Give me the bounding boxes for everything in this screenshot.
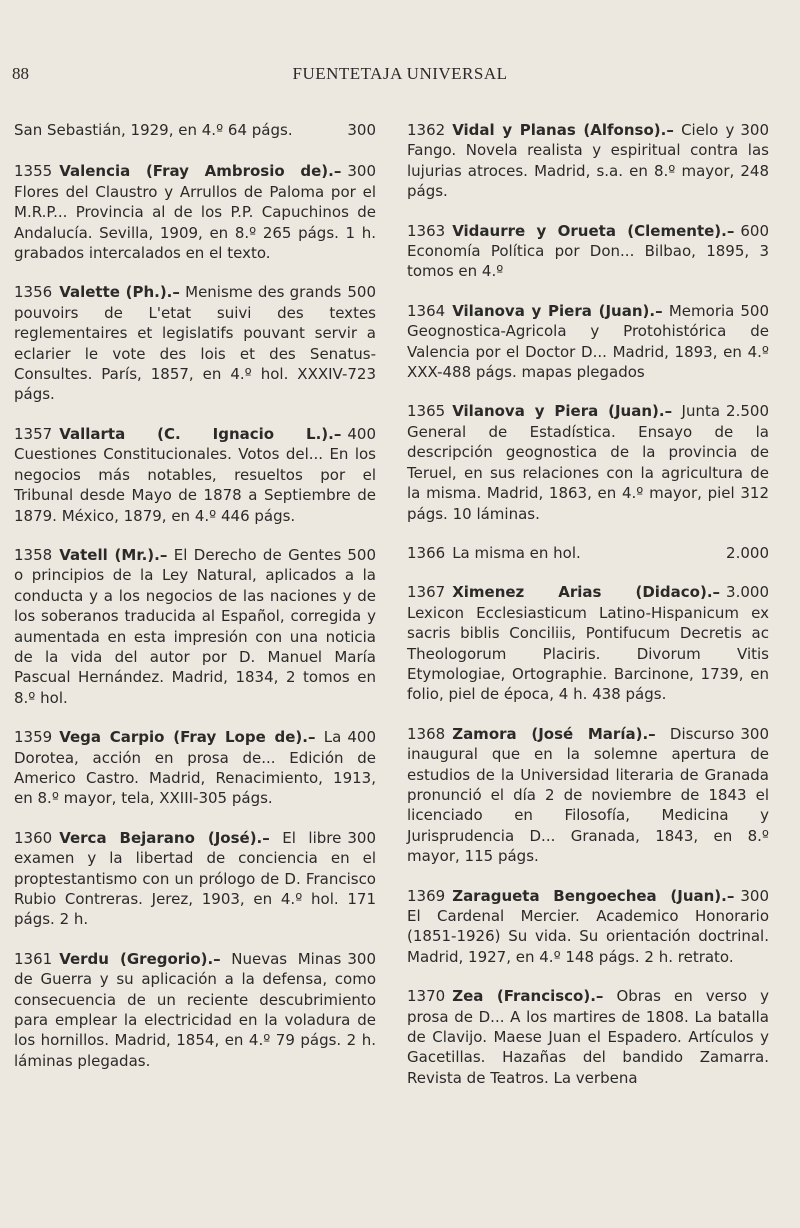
entry-number: 1370 <box>407 987 446 1006</box>
right-column <box>407 120 769 1107</box>
entry-price: 300 <box>347 121 376 139</box>
entry-number: 1365 <box>407 402 446 421</box>
entry-number: 1364 <box>407 301 446 320</box>
entry-number: 1362 <box>407 121 446 139</box>
catalog-entry <box>407 221 769 282</box>
entry-number: 1360 <box>14 828 53 847</box>
right-entries-list <box>407 120 769 1088</box>
catalog-entry <box>14 949 376 1071</box>
entry-text: Nuevas Minas de Guerra y su aplicación a la defensa, como consecuencia de un reciente descubrimiento para emplear la electricidad en la voladura de los hornillos. Madrid, 1854, en 4.º 79 págs. 2 h. láminas plegadas. <box>14 949 376 1070</box>
entry-author: Vilanova y Piera (Juan).– <box>452 402 673 421</box>
catalog-entry <box>407 886 769 968</box>
page-number: 88 <box>12 64 29 83</box>
entry-number: 1363 <box>407 221 446 240</box>
entry-number: 1359 <box>14 728 53 747</box>
entry-number: 1367 <box>407 583 446 602</box>
entry-author: Vidal y Planas (Alfonso).– <box>452 121 674 139</box>
entry-number: 1356 <box>14 283 53 302</box>
entry-price: 300 <box>740 886 769 905</box>
catalog-entry <box>14 727 376 809</box>
left-column <box>14 120 376 1090</box>
entry-price: 300 <box>740 121 769 139</box>
entry-author: Vatell (Mr.).– <box>59 545 168 564</box>
entry-price: 500 <box>347 545 376 564</box>
entry-price: 500 <box>740 301 769 320</box>
entry-price: 400 <box>347 728 376 747</box>
entry-number: 1357 <box>14 424 53 443</box>
entry-text: Cuestiones Constitucionales. Votos del... En los negocios más notables, resueltos por el Tribunal desde Mayo de 1878 a Septiembre de 1879. México, 1879, en 4.º 446 págs. <box>14 445 376 525</box>
entry-author: Vega Carpio (Fray Lope de).– <box>59 728 316 747</box>
entry-author: Vidaurre y Orueta (Clemente).– <box>452 221 735 240</box>
entry-author: Valencia (Fray Ambrosio de).– <box>59 162 342 181</box>
entry-author: Zea (Francisco).– <box>452 987 604 1006</box>
entry-author: Vallarta (C. Ignacio L.).– <box>59 424 342 443</box>
catalog-entry <box>14 545 376 708</box>
entry-text: Junta General de Estadística. Ensayo de la descripción geognostica de la provincia de Teruel, en sus relaciones con la agricultura de la misma. Madrid, 1863, en 4.º mayor, piel 312 págs. 10 láminas. <box>407 402 769 523</box>
catalog-entry <box>407 582 769 704</box>
entry-author: Vilanova y Piera (Juan).– <box>452 301 663 320</box>
entry-text: El Cardenal Mercier. Academico Honorario (1851-1926) Su vida. Su orientación doctrinal. Madrid, 1927, en 4.º 148 págs. 2 h. retrato. <box>407 907 769 966</box>
entry-price: 300 <box>347 828 376 847</box>
entry-number: 1358 <box>14 545 53 564</box>
catalog-entry <box>14 424 376 526</box>
entry-number: 1355 <box>14 162 53 181</box>
entry-text: La misma en hol. <box>452 543 581 562</box>
entry-number: 1361 <box>14 949 53 968</box>
entry-text: Discurso inaugural que en la solemne apertura de estudios de la Universidad literaria de Granada pronunció el día 2 de noviembre de 1843 el licenciado en Filosofía, Medicina y Jurisprudencia D... Granada, 1843, en 8.º mayor, 115 págs. <box>407 724 769 866</box>
entry-text: Memoria Geognostica-Agricola y Protohistórica de Valencia por el Doctor D... Madrid, 1893, en 4.º XXX-488 págs. mapas plegados <box>407 301 769 382</box>
carryover-entry <box>14 120 376 140</box>
entry-author: Verdu (Gregorio).– <box>59 949 221 968</box>
entry-text: San Sebastián, 1929, en 4.º 64 págs. <box>14 121 293 139</box>
entry-author: Zamora (José María).– <box>452 724 656 743</box>
catalog-entry <box>407 301 769 383</box>
entry-author: Ximenez Arias (Didaco).– <box>452 583 721 602</box>
catalog-entry <box>407 986 769 1088</box>
entry-text: El libre examen y la libertad de conciencia en el proptestantismo con un prólogo de D. Francisco Rubio Contreras. Jerez, 1903, en 4.º hol. 171 págs. 2 h. <box>14 828 376 929</box>
catalog-entry <box>14 828 376 930</box>
entry-text: El Derecho de Gentes o principios de la Ley Natural, aplicados a la conducta y a los negocios de las naciones y de los soberanos traducida al Español, corregida y aumentada en esta impresión con una noticia de la vida del autor por D. Manuel María Pascual Hernández. Madrid, 1834, 2 tomos en 8.º hol. <box>14 545 376 707</box>
entry-price: 500 <box>347 283 376 302</box>
catalog-entry <box>407 724 769 867</box>
entry-text: Flores del Claustro y Arrullos de Paloma por el M.R.P... Provincia al de los P.P. Capuchinos de Andalucía. Sevilla, 1909, en 8.º 265 págs. 1 h. grabados intercalados en el texto. <box>14 182 376 263</box>
catalog-entry <box>407 401 769 523</box>
entry-price: 300 <box>347 162 376 181</box>
entry-author: Zaragueta Bengoechea (Juan).– <box>452 886 735 905</box>
entry-price: 300 <box>740 724 769 743</box>
running-title: FUENTETAJA UNIVERSAL <box>292 64 508 83</box>
entry-text: Lexicon Ecclesiasticum Latino-Hispanicum ex sacris biblis Conciliis, Pontifucum Decretis ac Theologorum Placiris. Divorum Vitis Etymologiae, Ortographie. Barcinone, 1739, en folio, piel de época, 4 h. 438 págs. <box>407 603 769 704</box>
entry-text: Economía Política por Don... Bilbao, 1895, 3 tomos en 4.º <box>407 242 769 281</box>
entry-text: Cielo y Fango. Novela realista y espiritual contra las lujurias atroces. Madrid, s.a. en 8.º mayor, 248 págs. <box>407 121 769 201</box>
entry-number: 1366 <box>407 543 446 562</box>
catalog-entry <box>407 120 769 202</box>
entry-price: 3.000 <box>726 583 769 602</box>
entry-price: 2.500 <box>726 402 769 421</box>
entry-author: Valette (Ph.).– <box>59 283 180 302</box>
entry-text: Menisme des grands pouvoirs de L'etat suivi des textes reglementaires et legislatifs pouvant servir a eclarier le vote des lois et des Senatus-Consultes. París, 1857, en 4.º hol. XXXIV-723 págs. <box>14 283 376 404</box>
entry-number: 1368 <box>407 724 446 743</box>
entry-price: 600 <box>740 221 769 240</box>
catalog-entry <box>14 161 376 263</box>
entry-price: 400 <box>347 424 376 443</box>
entry-number: 1369 <box>407 886 446 905</box>
left-entries-list <box>14 161 376 1071</box>
entry-text: Obras en verso y prosa de D... A los martires de 1808. La batalla de Clavijo. Maese Juan el Espadero. Artículos y Gacetillas. Hazañas del bandido Zamarra. Revista de Teatros. La verbena <box>407 987 769 1087</box>
catalog-entry <box>14 282 376 404</box>
entry-author: Verca Bejarano (José).– <box>59 828 270 847</box>
entry-price: 300 <box>347 949 376 968</box>
catalog-entry <box>407 543 769 563</box>
entry-text: La Dorotea, acción en prosa de... Edición de Americo Castro. Madrid, Renacimiento, 1913, en 8.º mayor, tela, XXIII-305 págs. <box>14 728 376 808</box>
entry-price: 2.000 <box>726 543 769 562</box>
